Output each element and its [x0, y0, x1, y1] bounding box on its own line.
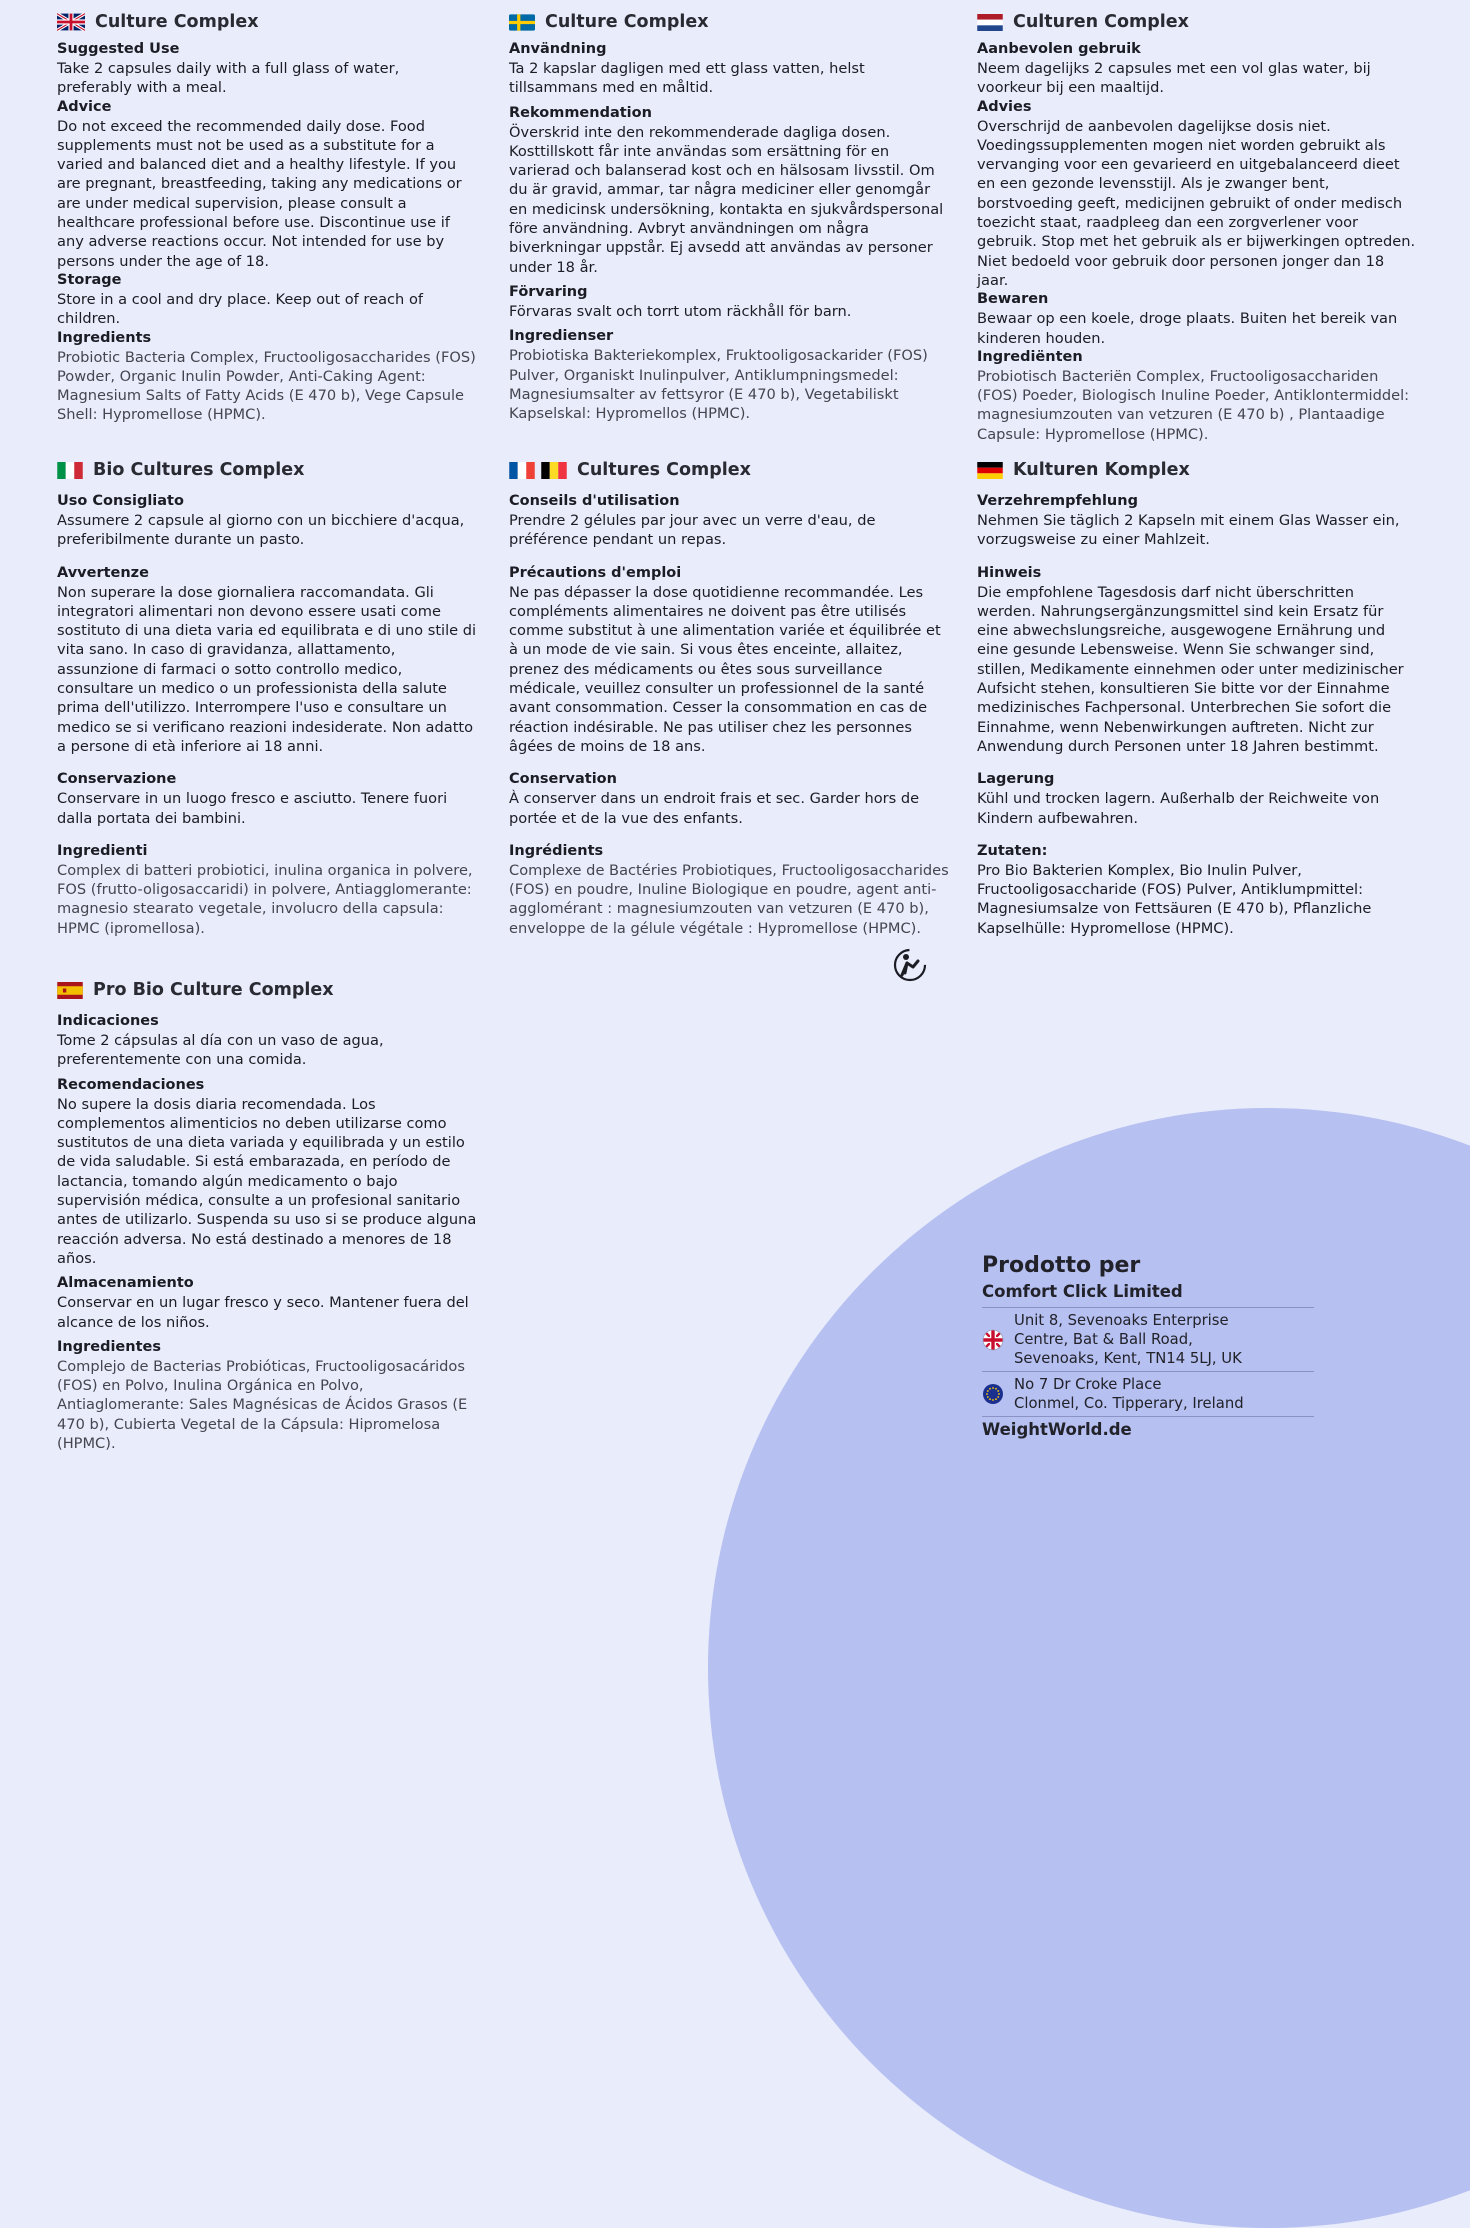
ingredients-text: Complexe de Bactéries Probiotiques, Fructooligosaccharides (FOS) en poudre, Inuline Biologique en poudre, agent anti-agglomérant : magnesiumzouten van vetzuren (E 470 b), enveloppe de la gélule végétale : Hypromellose (HPMC).	[509, 861, 949, 937]
use-text: Nehmen Sie täglich 2 Kapseln mit einem Glas Wasser ein, vorzugsweise zu einer Mahlzeit.	[977, 512, 1400, 549]
company-name: Comfort Click Limited	[982, 1280, 1314, 1308]
website-link[interactable]: WeightWorld.de	[982, 1420, 1132, 1439]
section-title: Culture Complex	[95, 12, 259, 32]
section-heading	[977, 10, 1417, 34]
ie-address-line: Clonmel, Co. Tipperary, Ireland	[1014, 1395, 1244, 1412]
ingredients-text: Probiotiska Bakteriekomplex, Fruktooligosackarider (FOS) Pulver, Organiskt Inulinpulver, Antiklumpningsmedel: Magnesiumsalter av fettsyror (E 470 b), Vegetabiliskt Kapselskal: Hypromellos (HPMC).	[509, 347, 928, 423]
section-heading	[509, 10, 949, 34]
germany-flag-icon	[977, 462, 1003, 479]
storage-text: Bewaar op een koele, droge plaats. Buiten het bereik van kinderen houden.	[977, 310, 1398, 347]
use-heading: Aanbevolen gebruik	[977, 41, 1141, 57]
section-french	[509, 458, 949, 938]
use-heading: Conseils d'utilisation	[509, 493, 680, 509]
section-swedish	[509, 10, 949, 423]
advice-heading: Advice	[57, 98, 112, 115]
storage-heading: Almacenamiento	[57, 1275, 194, 1292]
advice-heading: Advies	[977, 98, 1032, 115]
use-heading: Användning	[509, 41, 607, 57]
ingredients-text: Probiotisch Bacteriën Complex, Fructooligosacchariden (FOS) Poeder, Biologisch Inuline Poeder, Antiklontermiddel: magnesiumzouten van vetzuren (E 470 b) , Plantaadige Capsule: Hypromellose (HPMC).	[977, 367, 1410, 443]
advice-heading: Précautions d'emploi	[509, 564, 682, 581]
advice-text: Die empfohlene Tagesdosis darf nicht überschritten werden. Nahrungsergänzungsmittel sind kein Ersatz für eine abwechslungsreiche, ausgewogene Ernährung und eine gesunde Lebensweise. Wenn Sie schwanger sind, stillen, Medikamente einnehmen oder unter medizinischer Aufsicht stehen, konsultieren Sie bitte vor der Einnahme medizinisches Fachpersonal. Unterbrechen Sie sofort die Einnahme, wenn Nebenwirkungen auftreten. Nicht zur Anwendung durch Personen unter 18 Jahren bestimmt.	[977, 583, 1404, 755]
storage-heading: Storage	[57, 271, 122, 288]
storage-heading: Bewaren	[977, 291, 1049, 308]
uk-address	[982, 1308, 1314, 1372]
use-text: Prendre 2 gélules par jour avec un verre d'eau, de préférence pendant un repas.	[509, 512, 876, 549]
ingredients-heading: Ingrédients	[509, 842, 604, 859]
ingredients-heading: Ingredienti	[57, 842, 148, 859]
ingredients-text: Pro Bio Bakterien Komplex, Bio Inulin Pulver, Fructooligosaccharide (FOS) Pulver, Antiklumpmittel: Magnesiumsalze von Fettsäuren (E 470 b), Pflanzliche Kapselhülle: Hypromellose (HPMC).	[977, 861, 1372, 937]
storage-heading: Conservation	[509, 771, 617, 788]
advice-text: Överskrid inte den rekommenderade dagliga dosen. Kosttillskott får inte användas som ersättning för en varierad och balanserad kost och en hälsosam livsstil. Om du är gravid, ammar, tar några mediciner eller genomgår en medicinsk undersökning, kontakta en sjukvårdspersonal före användning. Avbryt användningen om några biverkningar uppstår. Ej avsedd att användas av personer under 18 år.	[509, 123, 944, 276]
ie-address	[982, 1372, 1314, 1417]
use-heading: Uso Consigliato	[57, 493, 184, 509]
italy-flag-icon	[57, 462, 83, 479]
ingredients-heading: Ingredientes	[57, 1338, 161, 1355]
storage-heading: Förvaring	[509, 283, 588, 300]
advice-text: Non superare la dose giornaliera raccomandata. Gli integratori alimentari non devono essere usati come sostituto di una dieta varia ed equilibrata e di uno stile di vita sano. In caso di gravidanza, allattamento, assunzione di farmaci o sotto controllo medico, consultare un medico o un professionista della salute prima dell'utilizzo. Interrompere l'uso e consultare un medico se si verificano reazioni indesiderate. Non adatto a persone di età inferiore ai 18 anni.	[57, 583, 477, 755]
section-title: Culturen Complex	[1013, 12, 1189, 32]
belgium-flag-icon	[541, 462, 567, 479]
storage-heading: Lagerung	[977, 771, 1055, 788]
use-text: Neem dagelijks 2 capsules met een vol glas water, bij voorkeur bij een maaltijd.	[977, 60, 1371, 97]
advice-heading: Recomendaciones	[57, 1076, 205, 1093]
uk-address-line: Unit 8, Sevenoaks Enterprise	[1014, 1312, 1229, 1329]
section-italian	[57, 458, 477, 938]
section-english	[57, 10, 477, 425]
ingredients-text: Probiotic Bacteria Complex, Fructooligosaccharides (FOS) Powder, Organic Inulin Powder, Anti-Caking Agent: Magnesium Salts of Fatty Acids (E 470 b), Vege Capsule Shell: Hypromellose (HPMC).	[57, 348, 476, 424]
uk-address-line: Centre, Bat & Ball Road,	[1014, 1331, 1193, 1348]
france-flag-icon	[509, 462, 535, 479]
section-german	[977, 458, 1417, 938]
ingredients-text: Complejo de Bacterias Probióticas, Fructooligosacáridos (FOS) en Polvo, Inulina Orgánica en Polvo, Antiaglomerante: Sales Magnésicas de Ácidos Grasos (E 470 b), Cubierta Vegetal de la Cápsula: Hipromelosa (HPMC).	[57, 1357, 468, 1453]
eu-flag-icon	[982, 1383, 1004, 1405]
advice-heading: Rekommendation	[509, 104, 652, 121]
ingredients-heading: Ingredienser	[509, 328, 614, 345]
advice-text: Overschrijd de aanbevolen dagelijkse dosis niet. Voedingssupplementen mogen niet worden gebruikt als vervanging voor een gevarieerd en uitgebalanceerd dieet en een gezonde levensstijl. Als je zwanger bent, borstvoeding geeft, medicijnen gebruikt of onder medisch toezicht staat, raadpleeg dan een zorgverlener voor gebruik. Stop met het gebruik als er bijwerkingen optreden. Niet bedoeld voor gebruik door personen jonger dan 18 jaar.	[977, 117, 1416, 289]
storage-text: Kühl und trocken lagern. Außerhalb der Reichweite von Kindern aufbewahren.	[977, 790, 1380, 827]
section-title: Kulturen Komplex	[1013, 460, 1190, 480]
storage-text: Conservar en un lugar fresco y seco. Mantener fuera del alcance de los niños.	[57, 1294, 469, 1331]
uk-address-line: Sevenoaks, Kent, TN14 5LJ, UK	[1014, 1350, 1242, 1367]
ie-address-line: No 7 Dr Croke Place	[1014, 1376, 1162, 1393]
storage-text: Store in a cool and dry place. Keep out of reach of children.	[57, 290, 424, 328]
storage-text: Conservare in un luogo fresco e asciutto. Tenere fuori dalla portata dei bambini.	[57, 790, 448, 827]
use-text: Tome 2 cápsulas al día con un vaso de agua, preferentemente con una comida.	[57, 1032, 384, 1069]
use-text: Assumere 2 capsule al giorno con un bicchiere d'acqua, preferibilmente durante un pasto.	[57, 512, 465, 549]
manufacturer-info	[982, 1252, 1314, 1439]
use-heading: Indicaciones	[57, 1013, 159, 1029]
manufacturer-title: Prodotto per	[982, 1253, 1141, 1278]
use-text: Ta 2 kapslar dagligen med ett glass vatten, helst tillsammans med en måltid.	[509, 60, 865, 97]
use-text: Take 2 capsules daily with a full glass of water, preferably with a meal.	[57, 60, 400, 97]
section-heading	[57, 458, 477, 482]
uk-flag-icon	[982, 1329, 1004, 1351]
advice-heading: Avvertenze	[57, 564, 149, 581]
ingredients-heading: Ingredients	[57, 329, 152, 346]
storage-heading: Conservazione	[57, 771, 177, 788]
ingredients-heading: Ingrediënten	[977, 348, 1083, 365]
section-heading	[509, 458, 949, 482]
uk-flag-icon	[57, 13, 85, 31]
storage-text: Förvaras svalt och torrt utom räckhåll för barn.	[509, 302, 852, 320]
section-title: Bio Cultures Complex	[93, 460, 305, 480]
recycling-icon	[892, 947, 928, 983]
section-heading	[57, 10, 477, 34]
section-heading	[977, 458, 1417, 482]
section-title: Cultures Complex	[577, 460, 751, 480]
section-dutch	[977, 10, 1417, 444]
advice-text: Ne pas dépasser la dose quotidienne recommandée. Les compléments alimentaires ne doivent pas être utilisés comme substitut à une alimentation variée et équilibrée et à un mode de vie sain. Si vous êtes enceinte, allaitez, prenez des médicaments ou êtes sous surveillance médicale, veuillez consulter un professionnel de la santé avant consommation. Cesser la consommation en cas de réaction indésirable. Ne pas utiliser chez les personnes âgées de moins de 18 ans.	[509, 583, 941, 755]
sweden-flag-icon	[509, 14, 535, 31]
section-spanish	[57, 978, 477, 1453]
spain-flag-icon	[57, 982, 83, 999]
use-heading: Verzehrempfehlung	[977, 493, 1138, 509]
section-title: Culture Complex	[545, 12, 709, 32]
advice-text: No supere la dosis diaria recomendada. Los complementos alimenticios no deben utilizarse como sustitutos de una dieta variada y equilibrada y un estilo de vida saludable. Si está embarazada, en período de lactancia, tomando algún medicamento o bajo supervisión médica, consulte a un profesional sanitario antes de utilizarlo. Suspenda su uso si se produce alguna reacción adversa. No está destinado a menores de 18 años.	[57, 1095, 477, 1267]
section-heading	[57, 978, 477, 1002]
ingredients-text: Complex di batteri probiotici, inulina organica in polvere, FOS (frutto-oligosaccaridi) in polvere, Antiagglomerante: magnesio stearato vegetale, involucro della capsula: HPMC (ipromellosa).	[57, 861, 473, 937]
advice-heading: Hinweis	[977, 564, 1042, 581]
storage-text: À conserver dans un endroit frais et sec. Garder hors de portée et de la vue des enfants.	[509, 790, 920, 827]
ingredients-heading: Zutaten:	[977, 842, 1048, 859]
netherlands-flag-icon	[977, 14, 1003, 31]
advice-text: Do not exceed the recommended daily dose. Food supplements must not be used as a substitute for a varied and balanced diet and a healthy lifestyle. If you are pregnant, breastfeeding, taking any medications or are under medical supervision, please consult a healthcare professional before use. Discontinue use if any adverse reactions occur. Not intended for use by persons under the age of 18.	[57, 117, 462, 270]
use-heading: Suggested Use	[57, 41, 180, 57]
section-title: Pro Bio Culture Complex	[93, 980, 334, 1000]
